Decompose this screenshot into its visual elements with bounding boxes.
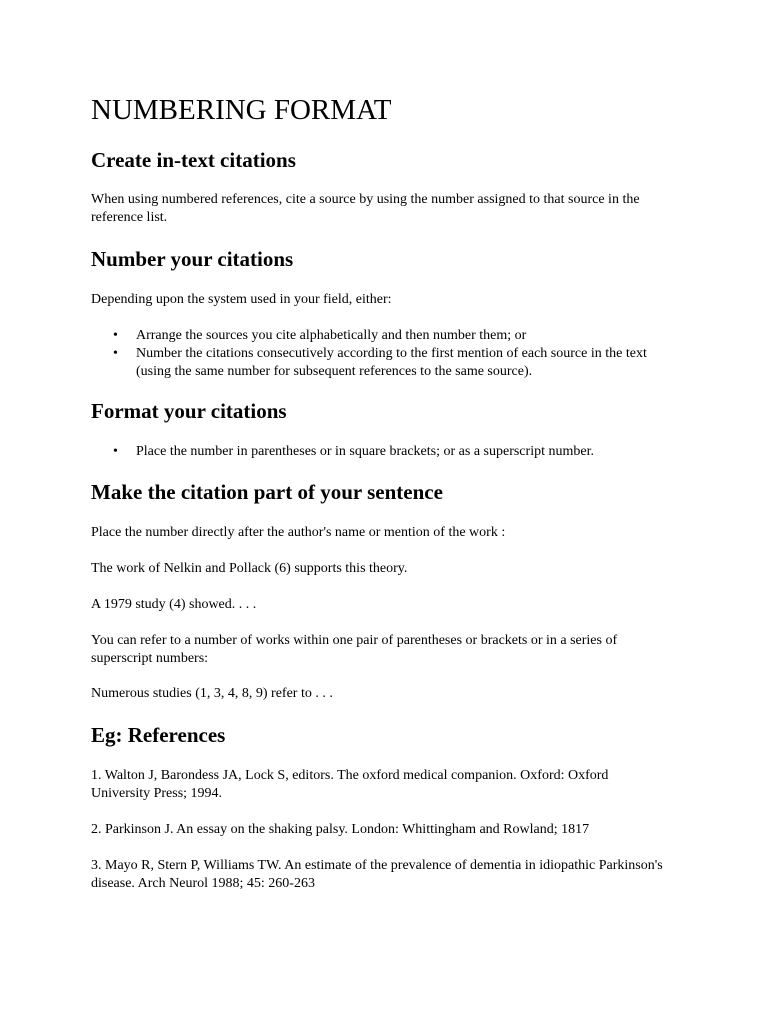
heading-create-in-text-citations: Create in-text citations bbox=[91, 148, 296, 172]
paragraph-example-numerous-studies: Numerous studies (1, 3, 4, 8, 9) refer to . . . bbox=[91, 686, 333, 701]
bullet-icon: • bbox=[113, 444, 118, 459]
list-item-text: Arrange the sources you cite alphabetically and then number them; or bbox=[136, 328, 527, 343]
list-item bbox=[91, 443, 666, 461]
heading-format-your-citations: Format your citations bbox=[91, 399, 287, 423]
heading-make-citation-part-of-sentence: Make the citation part of your sentence bbox=[91, 480, 443, 504]
paragraph-multiple-works: You can refer to a number of works within one pair of parentheses or brackets or in a series of superscript numbers: bbox=[91, 633, 618, 666]
bullet-icon: • bbox=[113, 346, 118, 361]
paragraph-example-1979-study: A 1979 study (4) showed. . . . bbox=[91, 597, 257, 612]
reference-item-3: 3. Mayo R, Stern P, Williams TW. An estimate of the prevalence of dementia in idiopathic Parkinson's disease. Arch Neurol 1988; 45: 260-263 bbox=[91, 858, 663, 891]
bullet-icon: • bbox=[113, 328, 118, 343]
list-item-text: Place the number in parentheses or in square brackets; or as a superscript number. bbox=[136, 444, 594, 459]
list-item bbox=[91, 345, 666, 381]
list-item-text: Number the citations consecutively according to the first mention of each source in the text (using the same number for subsequent references to the same source). bbox=[136, 346, 647, 379]
paragraph-place-number: Place the number directly after the author's name or mention of the work : bbox=[91, 525, 506, 540]
list-item bbox=[91, 327, 666, 345]
heading-number-your-citations: Number your citations bbox=[91, 247, 294, 271]
reference-item-1: 1. Walton J, Barondess JA, Lock S, editors. The oxford medical companion. Oxford: Oxford University Press; 1994. bbox=[91, 768, 609, 801]
paragraph-number-intro: Depending upon the system used in your field, either: bbox=[91, 292, 392, 307]
paragraph-intext-intro: When using numbered references, cite a source by using the number assigned to that source in the reference list. bbox=[91, 192, 640, 225]
number-bullet-list bbox=[91, 327, 666, 381]
reference-item-2: 2. Parkinson J. An essay on the shaking palsy. London: Whittingham and Rowland; 1817 bbox=[91, 822, 590, 837]
format-bullet-list bbox=[91, 443, 666, 461]
heading-references: Eg: References bbox=[91, 723, 226, 747]
paragraph-example-nelkin: The work of Nelkin and Pollack (6) supports this theory. bbox=[91, 561, 408, 576]
page-title: NUMBERING FORMAT bbox=[91, 94, 392, 126]
